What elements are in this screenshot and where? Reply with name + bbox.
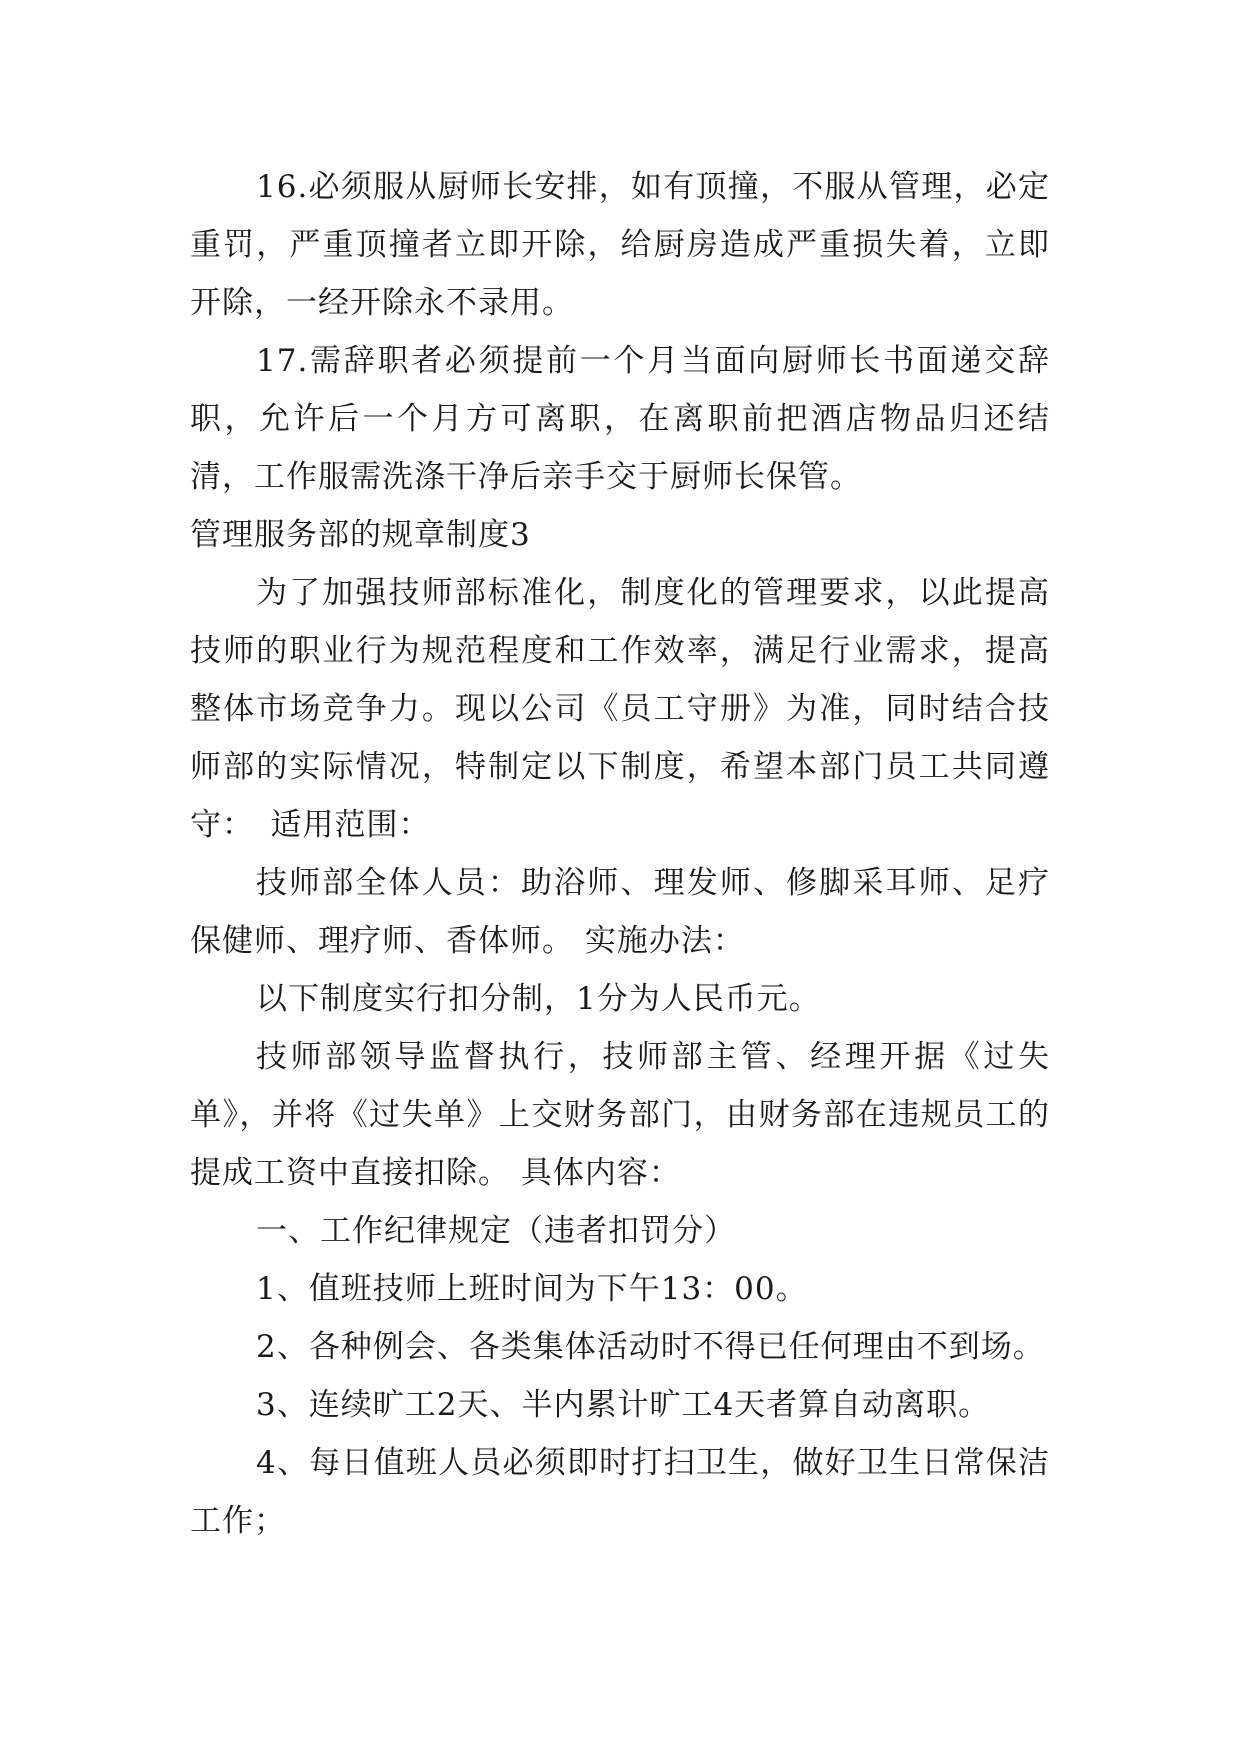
paragraph-rule-heading: 一、工作纪律规定（违者扣罚分） — [256, 1213, 736, 1249]
paragraph-rule-3: 3、连续旷工2天、半内累计旷工4天者算自动离职。 — [256, 1387, 991, 1423]
document-body — [190, 158, 1050, 1550]
paragraph-deduction: 以下制度实行扣分制，1分为人民币元。 — [256, 981, 821, 1017]
paragraph-scope: 技师部全体人员：助浴师、理发师、修脚采耳师、足疗保健师、理疗师、香体师。 实施办法： — [190, 865, 1050, 959]
paragraph-intro: 为了加强技师部标准化，制度化的管理要求，以此提高技师的职业行为规范程度和工作效率，满足行业需求，提高整体市场竞争力。现以公司《员工守册》为准，同时结合技师部的实际情况，特制定以下制度，希望本部门员工共同遵守： 适用范围： — [190, 575, 1050, 843]
paragraph-16: 16.必须服从厨师长安排，如有顶撞，不服从管理，必定重罚，严重顶撞者立即开除，给厨房造成严重损失着，立即开除，一经开除永不录用。 — [190, 169, 1050, 321]
paragraph-rule-1: 1、值班技师上班时间为下午13：00。 — [256, 1271, 808, 1307]
paragraph-rule-2: 2、各种例会、各类集体活动时不得已任何理由不到场。 — [256, 1329, 1045, 1365]
paragraph-supervision: 技师部领导监督执行，技师部主管、经理开据《过失单》，并将《过失单》上交财务部门，由财务部在违规员工的提成工资中直接扣除。 具体内容： — [190, 1039, 1050, 1191]
paragraph-17: 17.需辞职者必须提前一个月当面向厨师长书面递交辞职，允许后一个月方可离职，在离职前把酒店物品归还结清，工作服需洗涤干净后亲手交于厨师长保管。 — [190, 343, 1050, 495]
section-heading: 管理服务部的规章制度3 — [190, 517, 531, 553]
paragraph-rule-4: 4、每日值班人员必须即时打扫卫生，做好卫生日常保洁工作； — [190, 1445, 1050, 1539]
